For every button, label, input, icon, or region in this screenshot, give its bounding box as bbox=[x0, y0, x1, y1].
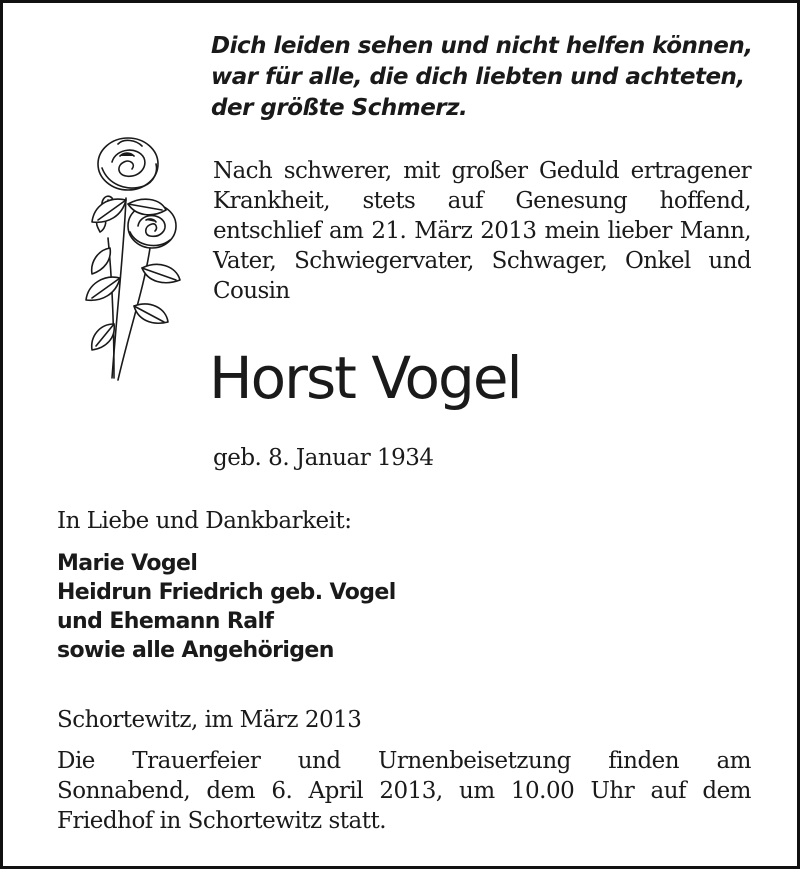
mourner-name: Marie Vogel bbox=[57, 551, 198, 576]
birth-date: geb. 8. Januar 1934 bbox=[213, 445, 434, 471]
funeral-line: Sonnabend, dem 6. April 2013, um 10.00 Uhr auf dem bbox=[57, 778, 751, 804]
intro-text: Nach schwerer, mit großer Geduld ertragener Krankheit, stets auf Genesung hoffend, entschlief am 21. März 2013 mein lieber Mann, Vater, Schwiegervater, Schwager, Onkel und Cousin bbox=[213, 158, 751, 304]
memorial-quote bbox=[211, 31, 771, 124]
mourners-list bbox=[57, 549, 396, 665]
mourner-name: sowie alle Angehörigen bbox=[57, 638, 334, 663]
funeral-info bbox=[57, 746, 751, 836]
mourner-name: und Ehemann Ralf bbox=[57, 609, 274, 634]
place-date: Schortewitz, im März 2013 bbox=[57, 707, 362, 733]
deceased-name: Horst Vogel bbox=[209, 344, 521, 412]
funeral-line: Die Trauerfeier und Urnenbeisetzung finden am bbox=[57, 748, 751, 774]
rose-bouquet-icon bbox=[68, 128, 198, 388]
quote-line: war für alle, die dich liebten und achteten, bbox=[211, 64, 745, 90]
quote-line: Dich leiden sehen und nicht helfen können, bbox=[211, 33, 753, 59]
quote-line: der größte Schmerz. bbox=[211, 95, 468, 121]
funeral-line: Friedhof in Schortewitz statt. bbox=[57, 808, 387, 834]
thanks-line: In Liebe und Dankbarkeit: bbox=[57, 508, 352, 534]
mourner-name: Heidrun Friedrich geb. Vogel bbox=[57, 580, 396, 605]
